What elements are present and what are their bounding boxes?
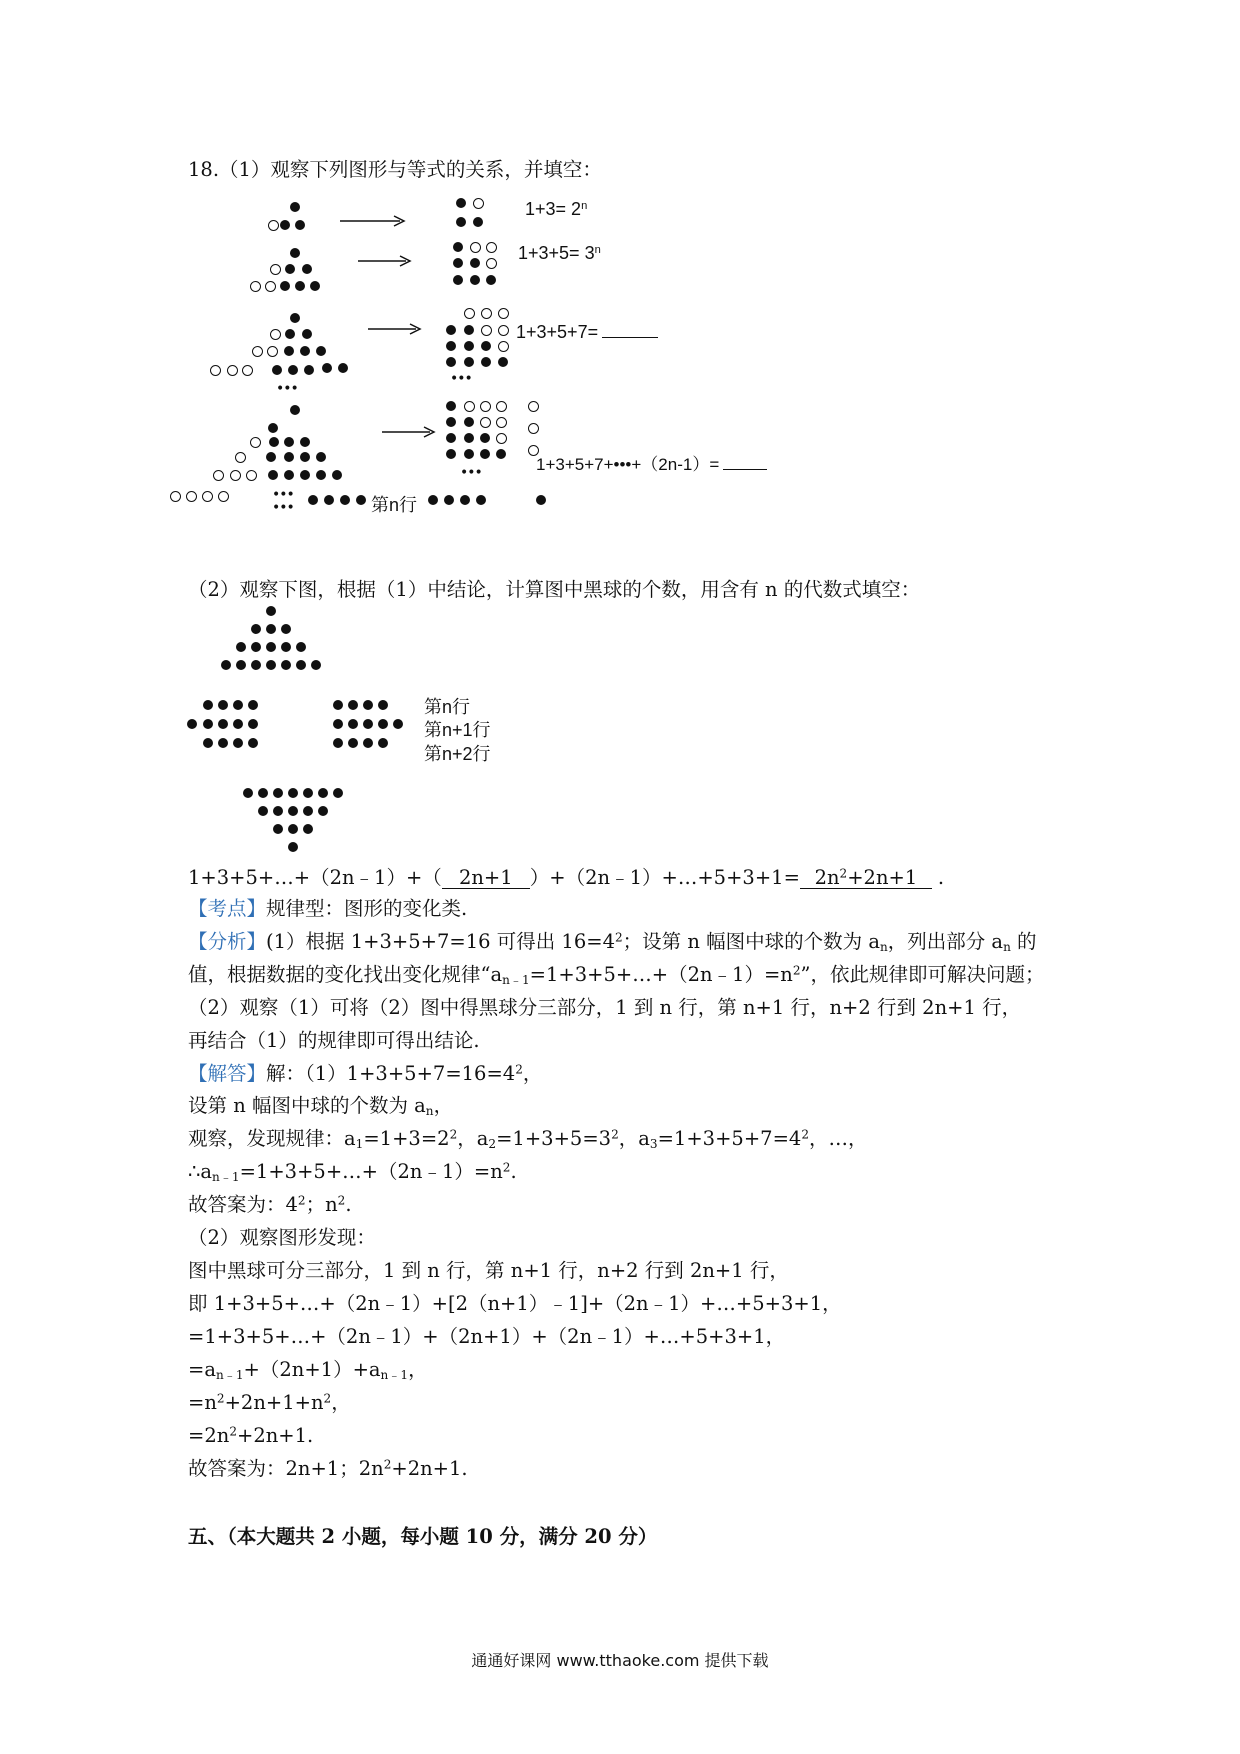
arrow-icon (356, 255, 416, 267)
jieda-line-8: 即 1+3+5+…+（2n﹣1）+[2（n+1）﹣1]+（2n﹣1）+…+5+3+1， (188, 1292, 842, 1315)
arrow-icon (366, 323, 426, 335)
jieda-line-6: （2）观察图形发现： (188, 1226, 376, 1249)
fenxi-line-4: 再结合（1）的规律即可得出结论. (188, 1029, 480, 1052)
fenxi-line-1: 【分析】(1）根据 1+3+5+7=16 可得出 $16=4^2$；设第 n 幅图中球的个数为 $a_n$，列出部分 $a_n$ 的 (188, 930, 1037, 955)
ellipsis-dots: ••• (460, 465, 482, 481)
fenxi-tag: 【分析】 (188, 930, 267, 953)
kaodian: 【考点】规律型：图形的变化类. (188, 897, 468, 920)
jieda-line-4: $\therefore a_{n﹣1}=1+3+5+\dots+(2n﹣1)=n^2$. (188, 1160, 517, 1185)
label-row-n-plus-1: 第n+1行 (424, 720, 491, 740)
label-row-n: 第n行 (424, 697, 471, 717)
figure-2 (188, 600, 528, 870)
ellipsis-dots: ••• (272, 487, 294, 503)
equation-4: 1+3+5+7+•••+（2n-1）= (536, 450, 767, 475)
page-footer: 通通好课网 www.tthaoke.com 提供下载 (471, 1651, 769, 1670)
kaodian-tag: 【考点】 (188, 897, 267, 920)
jieda-line-11: $=n^2+2n+1+n^2$， (188, 1391, 351, 1414)
part-2-prompt: （2）观察下图，根据（1）中结论，计算图中黑球的个数，用含有 n 的代数式填空： (188, 578, 921, 601)
ellipsis-dots: ••• (276, 381, 298, 397)
label-row-n-plus-2: 第n+2行 (424, 744, 491, 764)
blank-1: 2n+1 (442, 868, 530, 889)
equation-2: $1+3+5= 3^n$ (518, 243, 601, 263)
fenxi-line-2: 值，根据数据的变化找出变化规律“$a_{n﹣1}=1+3+5+\dots+(2n﹣1)=n^2$”，依此规律即可解决问题； (188, 963, 1045, 988)
question-title: 18.（1）观察下列图形与等式的关系，并填空： (188, 158, 602, 181)
jieda-line-2: 设第 n 幅图中球的个数为 $a_n$， (188, 1094, 454, 1119)
jieda-line-12: $=2n^2+2n+1$. (188, 1424, 314, 1447)
jieda-line-5: 故答案为：$4^2$；$n^2$. (188, 1193, 352, 1216)
equation-1: $1+3= 2^n$ (525, 199, 588, 219)
fenxi-line-3: （2）观察（1）可将（2）图中得黑球分三部分，1 到 n 行，第 n+1 行，n+2 行到 2n+1 行， (188, 996, 1022, 1019)
jieda-line-9: =1+3+5+…+（2n﹣1）+（2n+1）+（2n﹣1）+…+5+3+1， (188, 1325, 786, 1348)
jieda-line-1: 【解答】解：$(1)1+3+5+7=16=4^2$， (188, 1062, 543, 1085)
jieda-tag: 【解答】 (188, 1062, 267, 1085)
jieda-line-10: $=a_{n﹣1}+(2n+1)+a_{n﹣1}$， (188, 1358, 428, 1383)
section-5-heading: 五、（本大题共 2 小题，每小题 10 分，满分 20 分） (188, 1525, 658, 1548)
row-label-nth: 第n行 (371, 495, 418, 515)
equation-3: 1+3+5+7= (516, 322, 658, 343)
jieda-line-13: 故答案为：2n+1；$2n^2+2n+1$. (188, 1457, 468, 1480)
jieda-line-7: 图中黑球可分三部分，1 到 n 行，第 n+1 行，n+2 行到 2n+1 行， (188, 1259, 789, 1282)
blank-2: $2n^2+2n+1$ (800, 868, 932, 889)
arrow-icon (380, 426, 440, 438)
figure-1 (188, 195, 838, 555)
jieda-line-3: 观察，发现规律：$a_1=1+3=2^2$，$a_2=1+3+5=3^2$，$a_3=1+3+5+7=4^2$，…， (188, 1127, 868, 1152)
ellipsis-dots: ••• (450, 371, 472, 387)
ellipsis-dots: ••• (272, 500, 294, 516)
answer-line: 1+3+5+…+（2n﹣1）+（ 2n+1 ）+（2n﹣1）+…+5+3+1= $2n^2+2n+1$ . (188, 866, 945, 889)
arrow-icon (338, 215, 408, 227)
